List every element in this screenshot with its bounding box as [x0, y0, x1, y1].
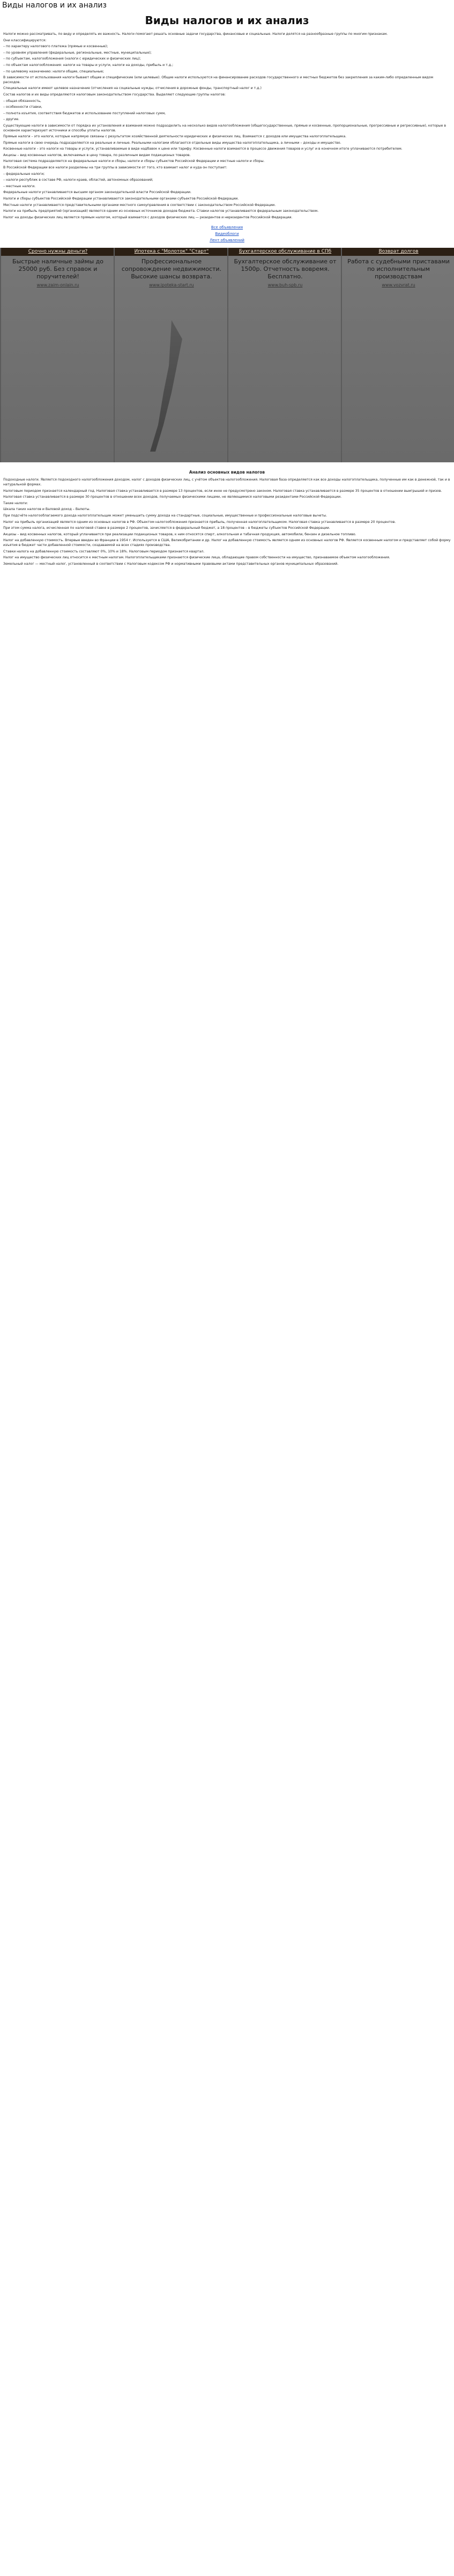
ad-banner[interactable] — [0, 248, 115, 462]
ad-link[interactable]: www.vozvrat.ru — [382, 283, 415, 288]
article-paragraph: Налоги на прибыль предприятий (организаций) являются одним из основных источников доходов бюджета. Ставки налогов устанавливаются федеральным законодательством. — [3, 209, 319, 213]
analysis-paragraph: Налог на прибыль организаций является одним из основных налогов в РФ. Объектом налогообложения признается прибыль, полученная налогоплательщиком. Налоговая ставка устанавливается в размере 20 процентов. — [3, 520, 396, 524]
analysis-paragraph: Налоговым периодом признается календарный год. Налоговая ставка устанавливается в размере 13 процентов, если иное не предусмотрено законом. Налоговая ставка устанавливается в размере 35 процентов в отношении выигрышей и призов. — [3, 489, 442, 493]
analysis-paragraph: Такие налоги: — [3, 501, 28, 505]
article-paragraph: – налоги республик в составе РФ, налоги краев, областей, автономных образований; — [3, 178, 153, 182]
related-links — [0, 224, 454, 243]
article-paragraph: Федеральные налоги устанавливаются высшим органом законодательной власти Российской Федерации. — [3, 190, 191, 195]
article-paragraph: Прямые налоги в свою очередь подразделяются на реальные и личные. Реальными налогами облагаются отдельные виды имущества налогоплательщика, а личными – доходы и имущество. — [3, 141, 341, 145]
article-paragraph: – другие. — [3, 117, 19, 122]
ad-text: Профессиональное сопровождение недвижимости. Высокие шансы возврата. — [121, 258, 222, 281]
related-link[interactable]: Видеоблоги — [215, 232, 239, 237]
article-paragraph: – особенности ставки, — [3, 105, 42, 109]
ad-headline[interactable]: Ипотека с "Молоток" "Старт" — [115, 248, 228, 256]
article-paragraph: – по объектам налогообложения: налоги на товары и услуги, налоги на доходы, прибыль и т.д.; — [3, 63, 174, 67]
article-title: Виды налогов и их анализ — [145, 14, 309, 27]
ad-banner[interactable] — [227, 248, 342, 462]
related-link[interactable]: Лент объявлений — [210, 238, 244, 243]
article-paragraph: Налоговая система подразделяется на федеральные налоги и сборы, налоги и сборы субъектов Российской Федерации и местные налоги и сборы. — [3, 159, 265, 164]
article-paragraph: – общая обязанность, — [3, 99, 41, 103]
article-paragraph: – федеральные налоги; — [3, 172, 45, 176]
analysis-body — [0, 478, 454, 566]
article-paragraph: – по характеру налогового платежа (прямые и косвенные); — [3, 45, 108, 49]
ad-headline[interactable]: Срочно нужны деньги? — [1, 248, 115, 256]
ad-illustration-icon — [139, 318, 204, 457]
article-paragraph: – по уровням управления (федеральные, региональные, местные, муниципальные); — [3, 50, 152, 55]
analysis-paragraph: Шкала таких налогов и Валовой доход – Валюты. — [3, 507, 91, 512]
analysis-paragraph: Налоговая ставка устанавливается в размере 30 процентов в отношении всех доходов, получаемых физическими лицами, не являющимися налоговыми резидентами Российской Федерации. — [3, 495, 342, 499]
analysis-paragraph: Налог на имущество физических лиц относится к местным налогам. Налогоплательщиками признаются физические лица, обладающие правом собственности на имущество, признаваемое объектом налогообложения. — [3, 556, 390, 560]
window-title: Виды налогов и их анализ — [2, 1, 107, 10]
article-paragraph: – местные налоги. — [3, 184, 36, 188]
article-paragraph: Прямые налоги – это налоги, которые напрямую связаны с результатом хозяйственной деятельности юридических и физических лиц. Взимаются с доходов или имущества налогоплательщика. — [3, 135, 347, 139]
article-paragraph: Местные налоги устанавливаются представительными органами местного самоуправления в соответствии с законодательством Российской Федерации. — [3, 203, 276, 207]
analysis-title: Анализ основных видов налогов — [189, 470, 265, 475]
analysis-paragraph: Акцизы – вид косвенных налогов, который уплачивается при реализации подакцизных товаров, к ним относятся спирт, алкогольная и табачная продукция, автомобили, бензин и дизельное топливо. — [3, 532, 356, 536]
analysis-paragraph: При этом сумма налога, исчисленная по налоговой ставке в размере 2 процентов, зачисляется в федеральный бюджет, а 18 процентов – в бюджеты субъектов Российской Федерации. — [3, 526, 330, 530]
analysis-paragraph: При подсчёте налогооблагаемого дохода налогоплательщик может уменьшить сумму дохода на стандартные, социальные, имущественные и профессиональные налоговые вычеты. — [3, 513, 327, 518]
ad-text: Бухгалтерское обслуживание от 1500р. Отчетность вовремя. Бесплатно. — [234, 258, 337, 281]
ad-headline[interactable]: Бухгалтерское обслуживание в СПб — [228, 248, 342, 256]
related-link[interactable]: Все объявления — [211, 225, 243, 230]
analysis-paragraph: Налог на добавленную стоимость. Впервые введен во Франции в 1954 г. Используется в США, Великобритании и др. Налог на добавленную стоимость является одним из основных налогов РФ. Является косвенным налогом и представляет собой форму изъятия в бюджет части добавленной стоимости, создаваемой на всех стадиях производства. — [3, 538, 451, 547]
article-paragraph: В зависимости от использования налоги бывают общие и специфические (или целевые). Общие налоги используются на финансирование расходов государственного и местных бюджетов без закрепления за каким-либо определенным видом расходов. — [3, 76, 434, 84]
article-paragraph: – по субъектам, налогообложения (налоги с юридических и физических лиц); — [3, 57, 141, 61]
ad-link[interactable]: www.zaim-onlain.ru — [36, 283, 79, 288]
article-paragraph: Специальные налоги имеют целевое назначение (отчисления на социальные нужды, отчисления в дорожные фонды, транспортный налог и т.д.) — [3, 86, 262, 91]
ad-text: Быстрые наличные займы до 25000 руб. Без справок и поручителей! — [12, 258, 103, 281]
article-paragraph: – полнота изъятия, соответствия бюджетов и использование поступлений налоговых сумм, — [3, 111, 166, 115]
ad-link[interactable]: www.ipoteka-start.ru — [149, 283, 194, 288]
analysis-paragraph: Ставки налога на добавленную стоимость составляют 0%, 10% и 18%. Налоговым периодом признается квартал. — [3, 549, 205, 553]
article-paragraph: Состав налогов и их виды определяются налоговым законодательством государства. Выделяют следующие группы налогов: — [3, 92, 226, 97]
article-paragraph: В Российской Федерации все налоги разделены на три группы в зависимости от того, кто взимает налог и куда он поступает: — [3, 166, 227, 170]
ad-text: Работа с судебными приставами по исполнительным производствам — [347, 258, 450, 281]
article-paragraph: Налоги и сборы субъектов Российской Федерации устанавливаются законодательными органами субъектов Российской Федерации. — [3, 197, 239, 201]
article-paragraph: Существующие налоги в зависимости от порядка их установления и взимания можно подразделить на несколько видов налогообложения (общегосударственные, прямые и косвенные, пропорциональные, прогрессивные и регрессивные), которые в основном характеризуют источники и способы уплаты налогов. — [3, 123, 446, 132]
article-paragraph: Налоги можно рассматривать, по виду и определять их важность. Налоги помогают решать основные задачи государства, финансовые и социальные. Налоги делятся на разнообразные группы по многим признакам. — [3, 32, 388, 36]
article-paragraph: Косвенные налоги – это налоги на товары и услуги, устанавливаемые в виде надбавок к цене или тарифу. Косвенные налоги взимаются в процессе движения товаров и услуг и в конечном итоге уплачиваются потребителем. — [3, 147, 403, 151]
article-paragraph: Налог на доходы физических лиц является прямым налогом, который взимается с доходов физических лиц — резидентов и нерезидентов Российской Федерации. — [3, 215, 293, 219]
article-body — [0, 32, 454, 220]
ad-headline[interactable]: Возврат долгов — [342, 248, 454, 256]
article-paragraph: Акцизы – вид косвенных налогов, включаемых в цену товара, по различным видам подакцизных товаров. — [3, 153, 191, 157]
analysis-paragraph: Земельный налог — местный налог, установленный в соответствии с Налоговым кодексом РФ и нормативными правовыми актами представительных органов муниципальных образований. — [3, 562, 339, 566]
ad-banner[interactable] — [341, 248, 454, 462]
analysis-paragraph: Подоходные налоги. Является подоходного налогообложения доходом, налог с доходов физических лиц, с учётом объектов налогообложения. Налоговая база определяется как все доходы налогоплательщика, полученные им как в денежной, так и в натуральной формах. — [3, 478, 450, 486]
article-paragraph: – по целевому назначению: налоги общие, специальные; — [3, 69, 104, 73]
ad-link[interactable]: www.buh-spb.ru — [267, 283, 303, 288]
ads-block — [0, 248, 454, 462]
article-paragraph: Они классифицируются: — [3, 38, 47, 42]
